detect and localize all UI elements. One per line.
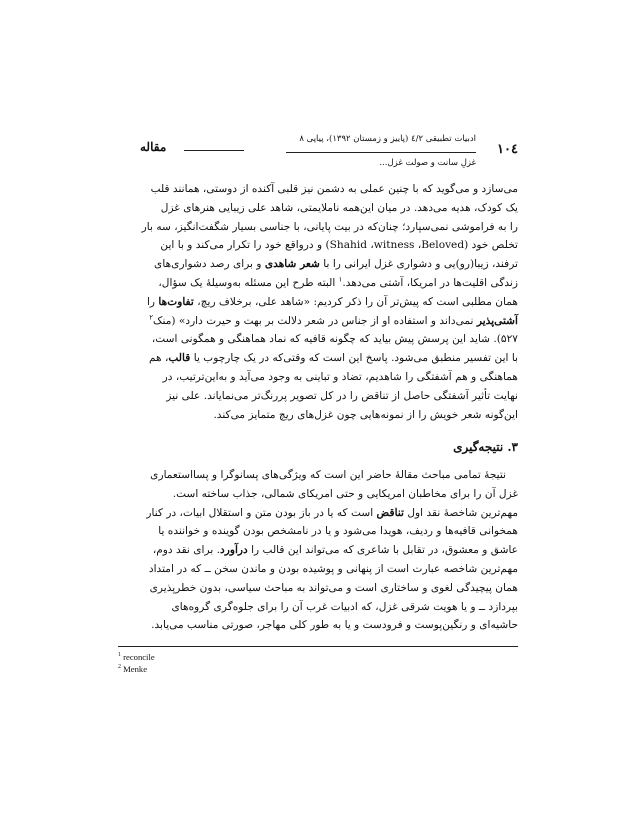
text-line: آشتی‌پذیر نمی‌داند و استفاده او از جناس در شعر دلالت بر بهت و حیرت دارد» (منک$^۲$ (149, 313, 518, 327)
section-rule (184, 150, 244, 151)
text-line: همان مطلبی است که پیش‌تر آن را ذکر کردیم: «شاهد علی، برخلاف ریچ، تفاوت‌ها را (146, 295, 518, 308)
body-paragraph-2 (118, 466, 518, 635)
footnote-rule (118, 646, 518, 647)
footnote: $^2$ Menke (118, 663, 148, 674)
page-number: ۱۰٤ (497, 142, 518, 157)
footnote-ref: ۱ (338, 275, 343, 284)
text-line: مهم‌ترین شاخصه عبارت است از پنهانی و پوشیده بودن و ماندن سخن ــ که در امتداد (148, 562, 518, 575)
bold-term: شعر شاهدی (264, 258, 320, 271)
bold-term: تفاوت‌ها (158, 295, 194, 308)
footnote-ref: ۲ (149, 313, 154, 322)
text-line: زندگی اقلیت‌ها در امریکا، آشتی می‌دهد.$^۱$ البته طرح این مسئله به‌وسیلهٔ یک سؤال، (158, 275, 518, 289)
bold-term: تناقض (376, 506, 404, 519)
text-line: نهایت تأثیر آشفتگی حاصل از تناقض را در کل تصویر پررنگ‌تر می‌نمایاند. علی نیز (166, 389, 518, 402)
text-line: عاشق و معشوق، در تقابل با شاعری که می‌تواند این قالب را درآورد. برای نقد دوم، (152, 544, 518, 557)
text-line: حاشیه‌ای و رنگین‌پوست و فرودست و یا به طور کلی مهاجر، صورتی مناسب می‌یابد. (151, 619, 518, 632)
text-line: نتیجهٔ تمامی مباحث مقالهٔ حاضر این است که ویژگی‌های پسانوگرا و پسااستعماری (150, 469, 506, 481)
text-line: ۵۲۷). شاید این پرسش پیش بیاید که چگونه قافیه که نماد هماهنگی و همگونی است، (151, 333, 518, 346)
journal-citation: ادبیات تطبیقی ٤/۲ (پاییز و زمستان ۱۳۹۲)، پیاپی ۸ (299, 134, 476, 144)
article-short-title: غزلِ سانت و صولت غزل... (379, 158, 476, 168)
text-line: را به فراموشی نمی‌سپارد؛ چنان‌که در بیت پایانی، با جناسی بسیار شگفت‌انگیز، سه بار (141, 220, 518, 233)
text-line: غزل آن را برای مخاطبان امریکایی و حتی امریکای شمالی، جذاب ساخته است. (172, 487, 518, 500)
footnote: $^1$ reconcile (118, 651, 155, 662)
text-line: بپردازد ــ و یا هویت شرقی غزل، که ادبیات غرب آن را برای جلوه‌گری گروه‌های (171, 600, 518, 613)
section-heading: ۳. نتیجه‌گیری (453, 440, 518, 454)
bold-term: قالب (168, 352, 191, 365)
text-line: یک کودک، هدیه می‌دهد. در میان این‌همه ناملایمتی، شاهد علی زیبایی هنرهای غزل (160, 201, 518, 214)
body-paragraph-1 (118, 180, 518, 424)
text-line: ترفند، زیبا(رو)یی و دشواری غزل ایرانی را با شعر شاهدی و برای رصد دشواری‌های (154, 258, 518, 271)
text-line: می‌سازد و می‌گوید که با چنین عملی به دشمن نیز قلبی آکنده از دوستی، همانند قلب (150, 183, 518, 195)
header-rule (286, 152, 476, 153)
text-line: مهم‌ترین شاخصهٔ نقد اول تناقض است که یا در باز بودن متن و استقلال ابیات، در کنار (146, 506, 518, 519)
text-line: این‌گونه شعر خویش را از نمونه‌هایی چون غزل‌های ریچ متمایز می‌کند. (213, 408, 518, 421)
bold-term: آشتی‌پذیر (476, 314, 518, 327)
section-label: مقاله (140, 140, 167, 154)
text-line: همخوانی قافیه‌ها و ردیف، هویدا می‌شود و یا در نامشخص بودن گوینده و خواننده یا (158, 525, 518, 538)
bold-term: درآورد (220, 544, 248, 557)
text-line: با این تفسیر منطبق می‌شود. پاسخ این است که وقتی‌که در یک چارچوب یا قالب، هم (148, 352, 518, 365)
text-line: تخلص خود (Shahid ،witness ،Beloved) و درواقع خود را تکرار می‌کند و با این (160, 239, 518, 252)
text-line: همان پیچیدگی لغوی و ساختاری است و می‌تواند به مباحث سیاسی، بدون خطرپذیری (149, 581, 518, 594)
footnotes (118, 650, 318, 674)
running-header (118, 126, 518, 174)
text-line: هماهنگی و هم آشفتگی را شاهدیم، تضاد و تباینی به وجود می‌آید و به‌این‌ترتیب، در (162, 370, 518, 383)
